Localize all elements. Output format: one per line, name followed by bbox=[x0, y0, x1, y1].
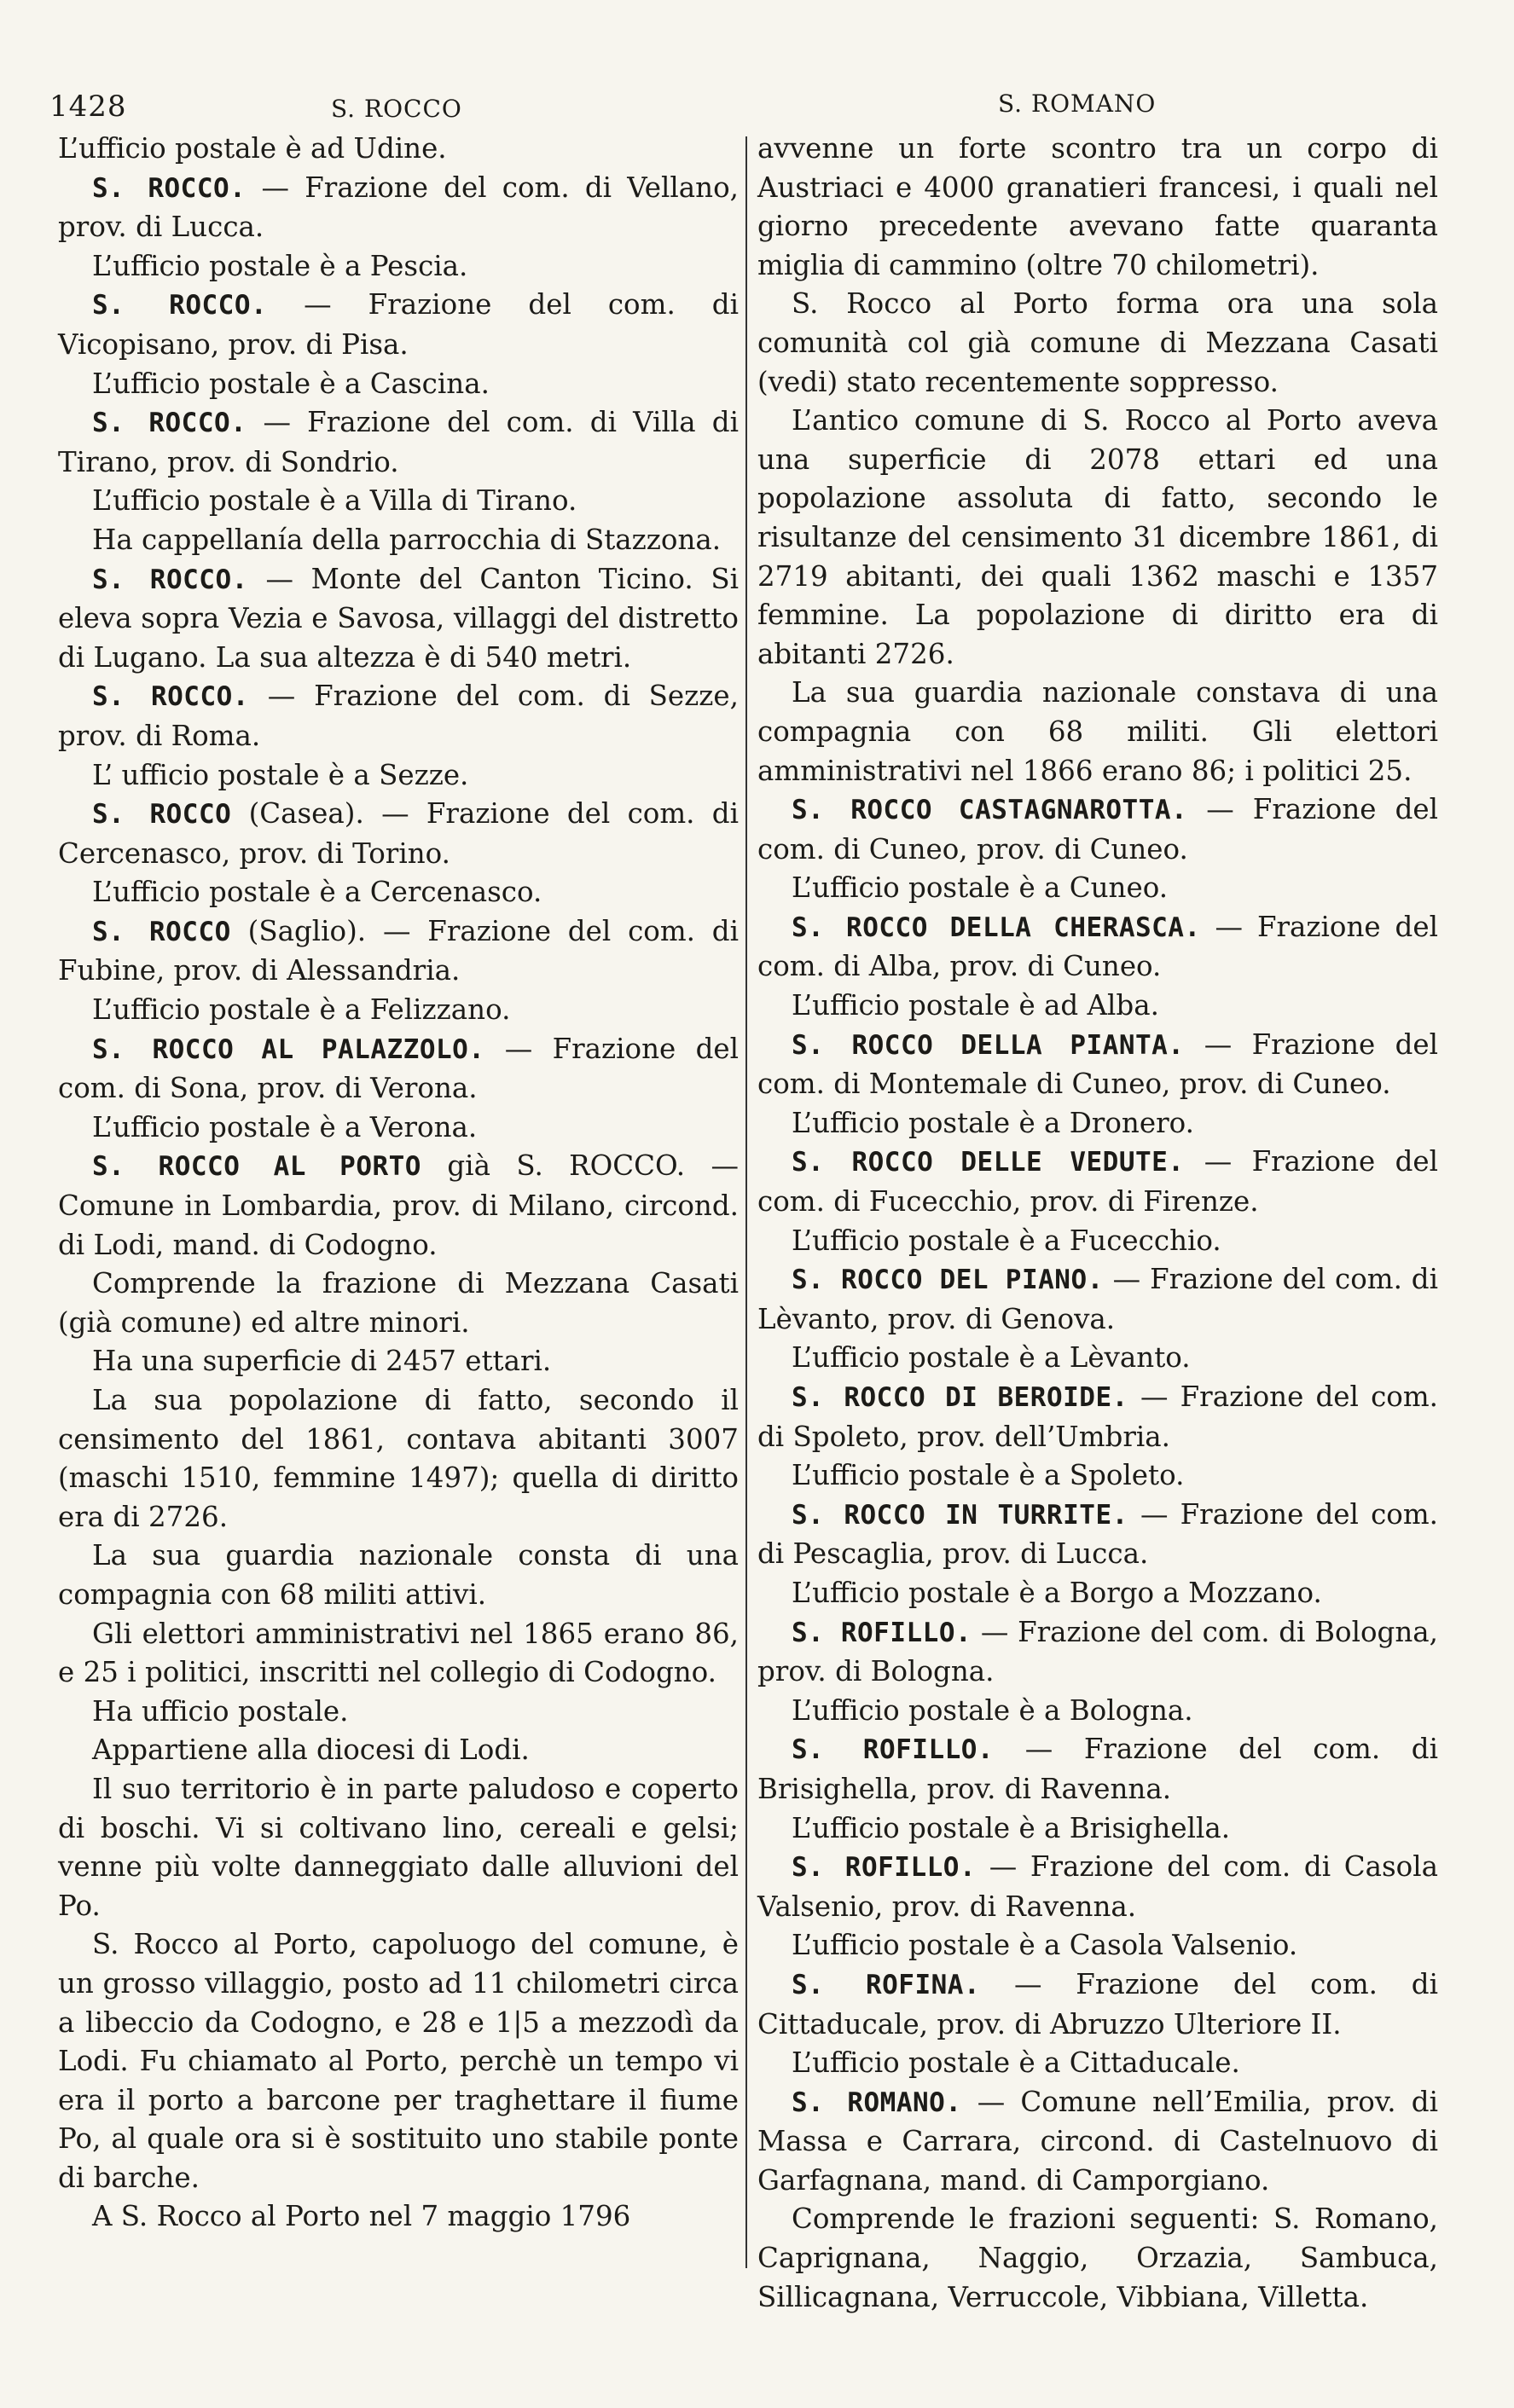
right-running-title: S. ROMANO bbox=[998, 90, 1157, 118]
entry-text: — Frazione del com. di Vellano, prov. di Lucca. bbox=[58, 171, 739, 244]
paragraph bbox=[58, 1770, 739, 1925]
entry-text: L’ufficio postale è a Bologna. bbox=[792, 1693, 1193, 1727]
entry-text: S. Rocco al Porto, capoluogo del comune, è un grosso villaggio, posto ad 11 chilometri circa a libeccio da Codogno, e 28 e 1|5 a mezzodì da Lodi. Fu chiamato al Porto, perchè un tempo vi era il porto a barcone per traghettare il fiume Po, al quale ora si è sostituito uno stabile ponte di barche. bbox=[58, 1928, 739, 2194]
dictionary-entry bbox=[58, 1030, 739, 1108]
entry-headword: S. ROCCO. bbox=[92, 681, 249, 713]
entry-headword: S. ROCCO CASTAGNAROTTA. bbox=[792, 795, 1188, 826]
entry-text: L’ufficio postale è a Felizzano. bbox=[92, 993, 511, 1027]
entry-headword: S. ROCCO DELLA PIANTA. bbox=[792, 1029, 1185, 1061]
dictionary-entry bbox=[757, 908, 1438, 987]
dictionary-entry bbox=[757, 1378, 1438, 1456]
entry-text: — Frazione del com. di Spoleto, prov. dell’Umbria. bbox=[757, 1381, 1438, 1453]
entry-text: L’ufficio postale è a Cuneo. bbox=[792, 871, 1169, 905]
entry-text: — Monte del Canton Ticino. Si eleva sopra Vezia e Savosa, villaggi del distretto di Lugano. La sua altezza è di 540 metri. bbox=[58, 562, 739, 674]
left-running-title: S. ROCCO bbox=[331, 95, 462, 123]
entry-headword: S. ROFILLO. bbox=[792, 1617, 972, 1648]
entry-text: L’ufficio postale è a Spoleto. bbox=[792, 1459, 1185, 1492]
paragraph bbox=[58, 130, 739, 169]
paragraph bbox=[757, 1339, 1438, 1378]
entry-text: — Frazione del com. di Alba, prov. di Cuneo. bbox=[757, 910, 1438, 983]
paragraph bbox=[757, 402, 1438, 674]
entry-headword: S. ROCCO bbox=[92, 799, 232, 831]
paragraph bbox=[757, 1456, 1438, 1496]
dictionary-entry bbox=[58, 403, 739, 482]
entry-text: — Frazione del com. di Fucecchio, prov. di Firenze. bbox=[757, 1145, 1438, 1218]
dictionary-entry bbox=[757, 1613, 1438, 1692]
entry-text: Appartiene alla diocesi di Lodi. bbox=[92, 1734, 530, 1767]
entry-text: L’ufficio postale è a Cercenasco. bbox=[92, 876, 542, 909]
entry-headword: S. ROMANO. bbox=[792, 2087, 962, 2118]
paragraph bbox=[757, 1809, 1438, 1849]
entry-text: — Frazione del com. di Bologna, prov. di Bologna. bbox=[757, 1615, 1438, 1688]
dictionary-entry bbox=[757, 1260, 1438, 1339]
dictionary-entry bbox=[757, 2083, 1438, 2201]
entry-text: (Casea). — Frazione del com. di Cercenasco, prov. di Torino. bbox=[58, 797, 740, 870]
entry-text: L’ufficio postale è ad Udine. bbox=[58, 132, 447, 165]
paragraph bbox=[58, 365, 739, 404]
entry-text: — Frazione del com. di Montemale di Cuneo, prov. di Cuneo. bbox=[757, 1027, 1438, 1101]
entry-text: L’ufficio postale è a Borgo a Mozzano. bbox=[792, 1576, 1322, 1609]
dictionary-entry bbox=[757, 1965, 1438, 2044]
entry-text: L’ufficio postale è a Brisighella. bbox=[792, 1811, 1231, 1844]
paragraph bbox=[58, 521, 739, 560]
paragraph bbox=[58, 756, 739, 796]
paragraph bbox=[757, 1574, 1438, 1613]
entry-text: L’antico comune di S. Rocco al Porto aveva una superficie di 2078 ettari ed una popolazione assoluta di fatto, secondo le risultanze del censimento 31 dicembre 1861, di 2719 abitanti, dei quali 1362 maschi e 1357 femmine. La popolazione di diritto era di abitanti 2726. bbox=[757, 404, 1438, 670]
page-number: 1428 bbox=[49, 90, 127, 124]
entry-text: Ha cappellanía della parrocchia di Stazzona. bbox=[92, 523, 722, 556]
entry-text: Comprende le frazioni seguenti: S. Romano, Caprignana, Naggio, Orzazia, Sambuca, Sillicagnana, Verruccole, Vibbiana, Villetta. bbox=[757, 2203, 1438, 2313]
paragraph bbox=[58, 1925, 739, 2197]
paragraph bbox=[58, 1265, 739, 1342]
entry-text: già S. ROCCO. — Comune in Lombardia, prov. di Milano, circond. di Lodi, mand. di Codogno. bbox=[58, 1149, 739, 1261]
entry-text: L’ufficio postale è a Pescia. bbox=[92, 249, 468, 282]
dictionary-entry bbox=[58, 169, 739, 247]
entry-headword: S. ROCCO DI BEROIDE. bbox=[792, 1382, 1128, 1413]
entry-text: L’ufficio postale è a Lèvanto. bbox=[792, 1341, 1191, 1375]
entry-text: Ha ufficio postale. bbox=[92, 1694, 349, 1728]
entry-text: L’ufficio postale è a Casola Valsenio. bbox=[792, 1929, 1298, 1962]
right-column bbox=[757, 130, 1438, 2317]
entry-text: La sua guardia nazionale consta di una compagnia con 68 militi attivi. bbox=[58, 1539, 739, 1611]
entry-text: L’ufficio postale è ad Alba. bbox=[792, 989, 1159, 1022]
entry-headword: S. ROCCO AL PORTO bbox=[92, 1151, 421, 1183]
dictionary-entry bbox=[757, 1026, 1438, 1104]
paragraph bbox=[757, 2044, 1438, 2083]
paragraph bbox=[58, 482, 739, 521]
entry-headword: S. ROCCO AL PALAZZOLO. bbox=[92, 1033, 485, 1065]
entry-text: Il suo territorio è in parte paludoso e coperto di boschi. Vi si coltivano lino, cereali e gelsi; venne più volte danneggiato dalle alluvioni del Po. bbox=[58, 1772, 739, 1922]
entry-text: — Frazione del com. di Cuneo, prov. di Cuneo. bbox=[757, 793, 1438, 865]
paragraph bbox=[58, 2197, 739, 2237]
entry-text: S. Rocco al Porto forma ora una sola comunità col già comune di Mezzana Casati (vedi) stato recentemente soppresso. bbox=[757, 287, 1438, 398]
entry-text: L’ufficio postale è a Dronero. bbox=[792, 1106, 1194, 1139]
paragraph bbox=[757, 1104, 1438, 1143]
entry-text: — Frazione del com. di Sona, prov. di Verona. bbox=[58, 1032, 739, 1105]
dictionary-entry bbox=[58, 677, 739, 755]
column-divider bbox=[745, 136, 747, 2268]
paragraph bbox=[757, 1926, 1438, 1965]
entry-text: La sua guardia nazionale constava di una compagnia con 68 militi. Gli elettori amministrativi nel 1866 erano 86; i politici 25. bbox=[757, 676, 1438, 787]
paragraph bbox=[757, 285, 1438, 402]
paragraph bbox=[58, 1342, 739, 1381]
running-head bbox=[49, 90, 1448, 127]
entry-text: — Comune nell’Emilia, prov. di Massa e Carrara, circond. di Castelnuovo di Garfagnana, mand. di Camporgiano. bbox=[757, 2085, 1438, 2197]
paragraph bbox=[757, 987, 1438, 1026]
entry-text: L’ufficio postale è a Cascina. bbox=[92, 367, 490, 400]
entry-text: — Frazione del com. di Casola Valsenio, prov. di Ravenna. bbox=[757, 1850, 1438, 1923]
paragraph bbox=[58, 1615, 739, 1693]
dictionary-entry bbox=[757, 790, 1438, 869]
dictionary-entry bbox=[58, 1147, 739, 1265]
entry-text: — Frazione del com. di Lèvanto, prov. di Genova. bbox=[757, 1263, 1439, 1335]
entry-text: Comprende la frazione di Mezzana Casati (già comune) ed altre minori. bbox=[58, 1267, 739, 1339]
dictionary-entry bbox=[757, 1496, 1438, 1574]
entry-text: L’ufficio postale è a Verona. bbox=[92, 1110, 478, 1143]
paragraph bbox=[58, 991, 739, 1030]
entry-text: Ha una superficie di 2457 ettari. bbox=[92, 1345, 552, 1378]
paragraph bbox=[58, 1537, 739, 1614]
paragraph bbox=[757, 869, 1438, 908]
entry-headword: S. ROCCO. bbox=[92, 408, 247, 439]
entry-text: — Frazione del com. di Cittaducale, prov. di Abruzzo Ulteriore II. bbox=[757, 1967, 1439, 2040]
dictionary-entry bbox=[58, 795, 739, 873]
entry-text: A S. Rocco al Porto nel 7 maggio 1796 bbox=[92, 2200, 631, 2233]
dictionary-entry bbox=[58, 560, 739, 678]
entry-headword: S. ROFILLO. bbox=[792, 1734, 995, 1766]
dictionary-entry bbox=[58, 286, 739, 364]
entry-text: — Frazione del com. di Vicopisano, prov. di Pisa. bbox=[58, 288, 739, 361]
paragraph bbox=[58, 247, 739, 287]
paragraph bbox=[757, 1222, 1438, 1261]
entry-headword: S. ROFINA. bbox=[792, 1969, 981, 2000]
entry-headword: S. ROFILLO. bbox=[792, 1852, 977, 1884]
entry-text: La sua popolazione di fatto, secondo il censimento del 1861, contava abitanti 3007 (maschi 1510, femmine 1497); quella di diritto era di 2726. bbox=[58, 1384, 739, 1533]
paragraph bbox=[58, 873, 739, 912]
entry-text: L’ ufficio postale è a Sezze. bbox=[92, 758, 469, 791]
entry-headword: S. ROCCO. bbox=[92, 290, 268, 321]
entry-headword: S. ROCCO bbox=[92, 916, 231, 947]
paragraph bbox=[58, 1381, 739, 1537]
dictionary-entry bbox=[757, 1143, 1438, 1221]
dictionary-entry bbox=[757, 1848, 1438, 1926]
paragraph bbox=[58, 1108, 739, 1148]
entry-headword: S. ROCCO DELLA CHERASCA. bbox=[792, 912, 1201, 943]
entry-headword: S. ROCCO. bbox=[92, 172, 247, 204]
entry-headword: S. ROCCO DELLE VEDUTE. bbox=[792, 1147, 1185, 1178]
entry-text: (Saglio). — Frazione del com. di Fubine, prov. di Alessandria. bbox=[58, 914, 740, 987]
left-column bbox=[58, 130, 739, 2237]
paragraph bbox=[757, 674, 1438, 790]
entry-text: — Frazione del com. di Villa di Tirano, prov. di Sondrio. bbox=[58, 406, 739, 478]
paragraph bbox=[757, 130, 1438, 285]
paragraph bbox=[757, 1692, 1438, 1731]
entry-text: — Frazione del com. di Pescaglia, prov. di Lucca. bbox=[757, 1497, 1438, 1571]
entry-text: — Frazione del com. di Sezze, prov. di Roma. bbox=[58, 680, 739, 752]
entry-text: — Frazione del com. di Brisighella, prov. di Ravenna. bbox=[757, 1733, 1438, 1805]
entry-headword: S. ROCCO. bbox=[92, 564, 248, 595]
entry-headword: S. ROCCO IN TURRITE. bbox=[792, 1499, 1128, 1531]
paragraph bbox=[58, 1731, 739, 1770]
paragraph bbox=[757, 2200, 1438, 2317]
entry-text: L’ufficio postale è a Cittaducale. bbox=[792, 2046, 1240, 2080]
dictionary-entry bbox=[757, 1730, 1438, 1809]
entry-text: L’ufficio postale è a Villa di Tirano. bbox=[92, 484, 577, 518]
dictionary-entry bbox=[58, 912, 739, 991]
entry-text: L’ufficio postale è a Fucecchio. bbox=[792, 1224, 1221, 1257]
entry-headword: S. ROCCO DEL PIANO. bbox=[792, 1265, 1104, 1296]
entry-text: avvenne un forte scontro tra un corpo di Austriaci e 4000 granatieri francesi, i quali nel giorno precedente avevano fatte quaranta miglia di cammino (oltre 70 chilometri). bbox=[757, 132, 1438, 281]
paragraph bbox=[58, 1693, 739, 1732]
entry-text: Gli elettori amministrativi nel 1865 erano 86, e 25 i politici, inscritti nel collegio di Codogno. bbox=[58, 1617, 739, 1689]
